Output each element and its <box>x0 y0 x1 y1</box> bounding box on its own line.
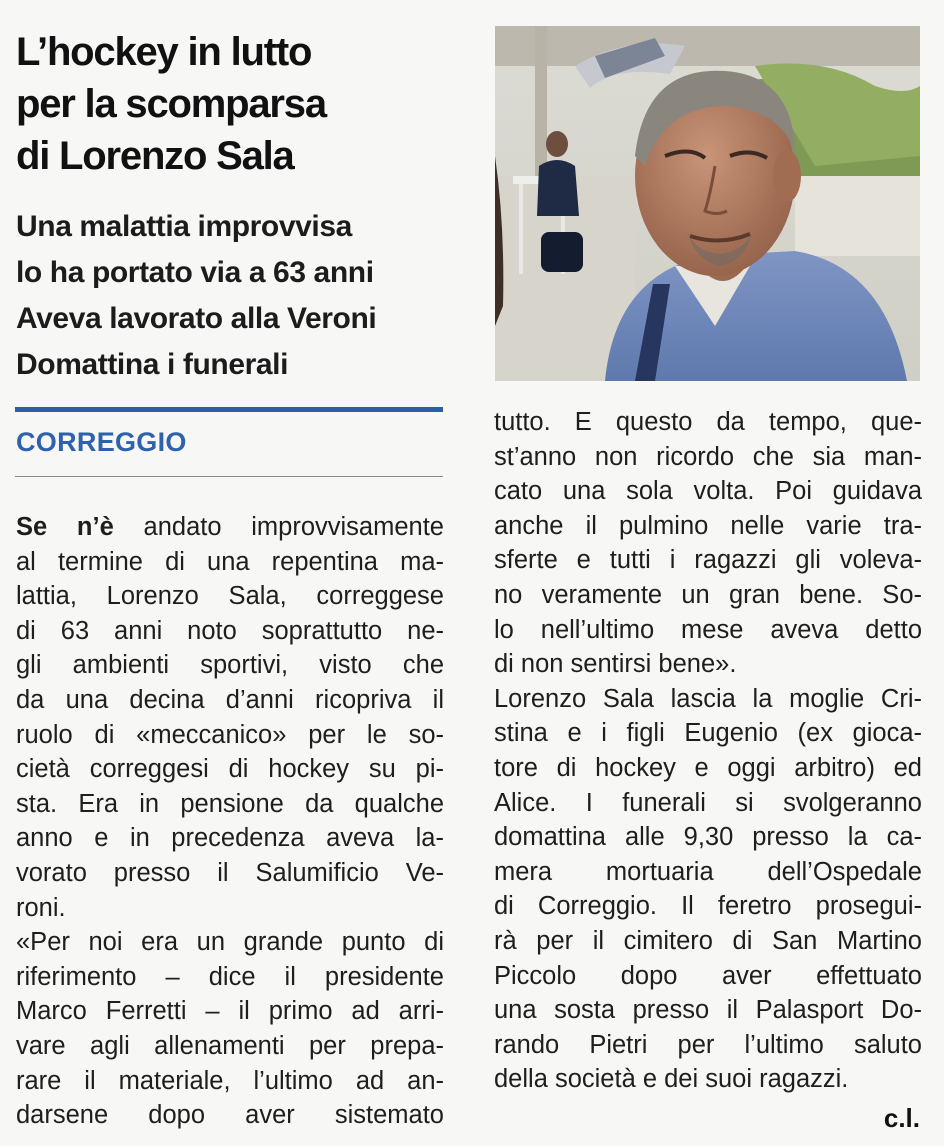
article-text-line: al termine di una repentina ma- <box>16 547 444 576</box>
article-text-line: una sosta presso il Palasport Do- <box>494 996 922 1025</box>
article-text-line: tore di hockey e oggi arbitro) ed <box>494 753 922 782</box>
portrait-photo-icon <box>495 26 920 381</box>
article-text-line: di Correggio. Il feretro prosegui- <box>494 892 922 921</box>
article-text-line: stina e i figli Eugenio (ex gioca- <box>494 719 922 748</box>
portrait-photo <box>495 26 920 381</box>
subheadline-line: Domattina i funerali <box>16 348 289 381</box>
article-text-line: rare il materiale, l’ultimo ad an- <box>16 1066 444 1095</box>
article-text-line: riferimento – dice il presidente <box>16 962 444 991</box>
article-text-line: di non sentirsi bene». <box>494 650 737 679</box>
article-text-line: «Per noi era un grande punto di <box>16 928 444 957</box>
article-column-right <box>494 405 922 1097</box>
headline-line: L’hockey in lutto <box>16 30 312 74</box>
article-text-line: mera mortuaria dell’Ospedale <box>494 857 922 886</box>
article-text-line: no veramente un gran bene. So- <box>494 580 922 609</box>
article-text-line: tutto. E questo da tempo, que- <box>494 408 922 436</box>
headline-line: per la scomparsa <box>16 82 326 126</box>
section-rule <box>15 407 443 412</box>
article-text-line: rà per il cimitero di San Martino <box>494 926 922 955</box>
subheadline-line: Una malattia improvvisa <box>16 210 352 243</box>
article-text-line: vare agli allenamenti per prepa- <box>16 1031 444 1060</box>
article-text-line: Marco Ferretti – il primo ad arri- <box>16 997 444 1026</box>
article-text-line <box>16 510 444 545</box>
article-text-line: della società e dei suoi ragazzi. <box>494 1065 849 1094</box>
subheadline-line: lo ha portato via a 63 anni <box>16 256 374 289</box>
dateline: CORREGGIO <box>16 427 187 457</box>
article-text: andato improvvisamente <box>113 513 444 541</box>
article-text-line: Piccolo dopo aver effettuato <box>494 961 922 990</box>
headline-line: di Lorenzo Sala <box>16 134 294 178</box>
article-text-line: sferte e tutti i ragazzi gli voleva- <box>494 546 922 575</box>
subheadline <box>16 204 456 388</box>
article-text-line: rando Pietri per l’ultimo saluto <box>494 1030 922 1059</box>
article-text-line: domattina alle 9,30 presso la ca- <box>494 823 922 852</box>
article-text-line: darsene dopo aver sistemato <box>16 1101 444 1130</box>
article-text-line: gli ambienti sportivi, visto che <box>16 651 444 680</box>
article-text-line: st’anno non ricordo che sia man- <box>494 442 922 471</box>
article-text-line: lattia, Lorenzo Sala, correggese <box>16 582 444 611</box>
article-text-line: lo nell’ultimo mese aveva detto <box>494 615 922 644</box>
author-signature: c.l. <box>883 1103 920 1133</box>
article-text-line: ruolo di «meccanico» per le so- <box>16 720 444 749</box>
article-text-line: roni. <box>16 893 66 922</box>
subheadline-line: Aveva lavorato alla Veroni <box>16 302 377 335</box>
article-text-line: cietà correggesi di hockey su pi- <box>16 755 444 784</box>
article-text-line: anche il pulmino nelle varie tra- <box>494 511 922 540</box>
divider <box>15 476 443 477</box>
article-text-line: Alice. I funerali si svolgeranno <box>494 788 922 817</box>
article-column-left <box>16 510 444 1133</box>
article-text-line: di 63 anni noto soprattutto ne- <box>16 616 444 645</box>
article-text-line: sta. Era in pensione da qualche <box>16 789 444 818</box>
article-text-line: Lorenzo Sala lascia la moglie Cri- <box>494 684 922 713</box>
article-text-line: anno e in precedenza aveva la- <box>16 824 444 853</box>
article-text-line: cato una sola volta. Poi guidava <box>494 477 922 506</box>
lead-words: Se n’è <box>16 513 114 541</box>
article-text-line: vorato presso il Salumificio Ve- <box>16 858 444 887</box>
headline <box>16 26 476 182</box>
article-text-line: da una decina d’anni ricopriva il <box>16 685 444 714</box>
